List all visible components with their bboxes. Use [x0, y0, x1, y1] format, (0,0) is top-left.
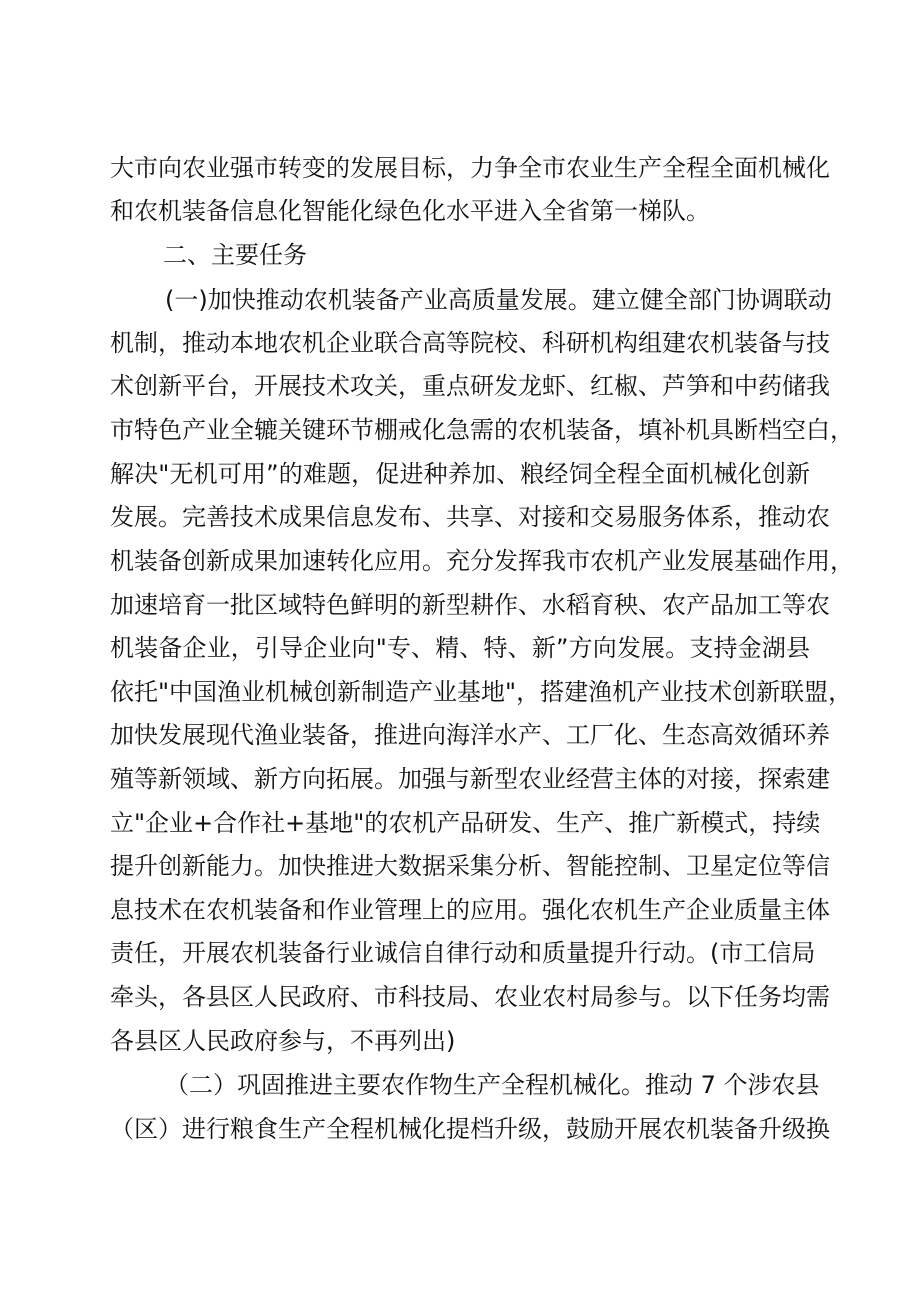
text-line: 加快发展现代渔业装备，推进向海洋水产、工厂化、生态高效循环养 — [110, 721, 830, 749]
text-line: (一)加快推动农机装备产业高质量发展。建立健全部门协调联动 — [165, 286, 832, 314]
text-line: 各县区人民政府参与，不再列出) — [110, 1027, 456, 1055]
text-line: 依托"中国渔业机械创新制造产业基地"，搭建渔机产业技术创新联盟， — [110, 678, 853, 706]
text-line: 和农机装备信息化智能化绿色化水平进入全省第一梯队。 — [110, 197, 710, 225]
text-line: 机制，推动本地农机企业联合高等院校、科研机构组建农机装备与技 — [110, 329, 830, 357]
text-line: 大市向农业强市转变的发展目标，力争全市农业生产全程全面机械化 — [110, 154, 830, 182]
text-line: 加速培育一批区域特色鲜明的新型耕作、水稻育秧、农产品加工等农 — [110, 591, 830, 619]
text-line: （区）进行粮食生产全程机械化提档升级，鼓励开展农机装备升级换 — [110, 1115, 830, 1143]
text-line: 殖等新领域、新方向拓展。加强与新型农业经营主体的对接，探索建 — [110, 765, 830, 793]
text-line: （二）巩固推进主要农作物生产全程机械化。推动 7 个涉农县 — [165, 1071, 820, 1099]
text-line: 市特色产业全辘关键环节棚戒化急需的农机装备，填补机具断档空白， — [110, 416, 854, 444]
text-line: 立"企业+合作社+基地"的农机产品研发、生产、推广新模式，持续 — [110, 809, 821, 837]
section-heading: 二、主要任务 — [163, 241, 307, 269]
text-line: 机装备企业，引导企业向"专、精、特、新”方向发展。支持金湖县 — [110, 634, 810, 662]
text-line: 术创新平台，开展技术攻关，重点研发龙虾、红椒、芦笋和中药储我 — [110, 372, 830, 400]
text-line: 发展。完善技术成果信息发布、共享、对接和交易服务体系，推动农 — [110, 503, 830, 531]
text-line: 息技术在农机装备和作业管理上的应用。强化农机生产企业质量主体 — [110, 896, 830, 924]
text-line: 解决"无机可用”的难题，促进种养加、粮经饲全程全面机械化创新 — [110, 460, 810, 488]
text-line: 机装备创新成果加速转化应用。充分发挥我市农机产业发展基础作用， — [110, 547, 854, 575]
text-line: 提升创新能力。加快推进大数据采集分析、智能控制、卫星定位等信 — [110, 852, 830, 880]
text-line: 责任，开展农机装备行业诚信自律行动和质量提升行动。(市工信局 — [110, 939, 816, 967]
text-line: 牵头，各县区人民政府、市科技局、农业农村局参与。以下任务均需 — [110, 983, 830, 1011]
